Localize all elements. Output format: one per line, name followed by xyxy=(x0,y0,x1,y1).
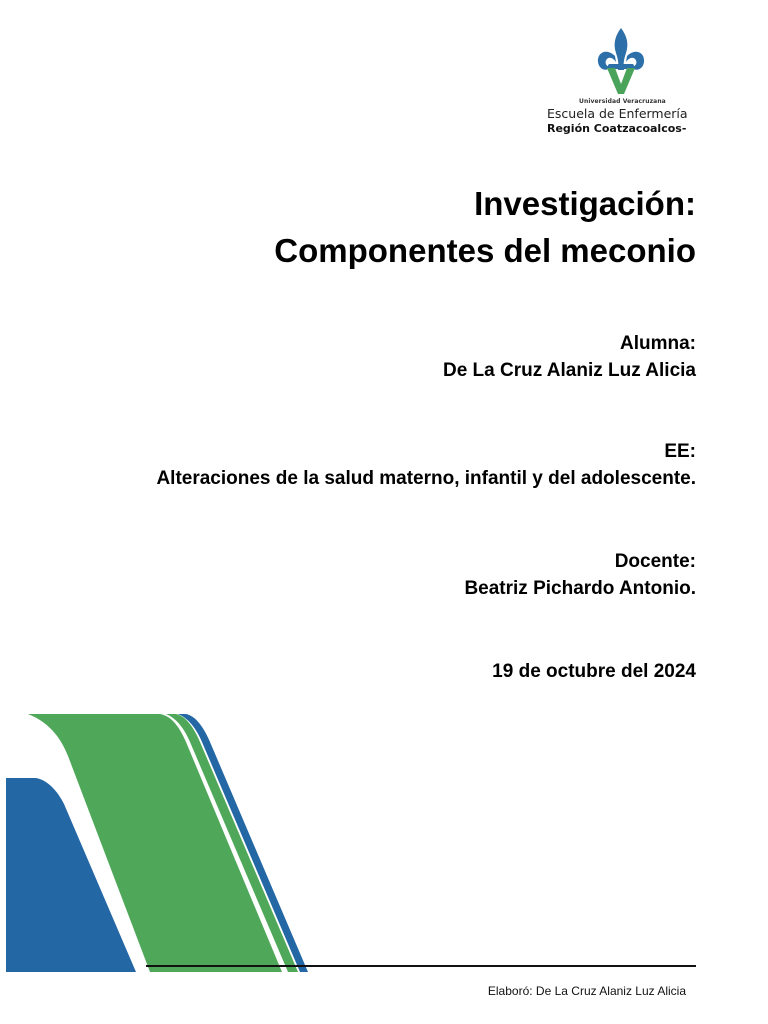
document-date: 19 de octubre del 2024 xyxy=(492,661,696,682)
student-name: De La Cruz Alaniz Luz Alicia xyxy=(442,360,696,381)
footer-rule xyxy=(146,965,696,967)
flor-de-lis-v-emblem-icon xyxy=(595,26,647,96)
student-label: Alumna: xyxy=(620,333,696,354)
title-line-1: Investigación: xyxy=(474,185,696,222)
teacher-name: Beatriz Pichardo Antonio. xyxy=(464,578,696,599)
document-title xyxy=(274,180,696,274)
decorative-swooshes xyxy=(0,700,320,975)
title-line-2: Componentes del meconio xyxy=(274,232,696,269)
student-section xyxy=(443,330,696,384)
date-section xyxy=(492,658,696,685)
region-name: Región Coatzacoalcos- xyxy=(547,122,687,135)
university-logo xyxy=(546,26,696,138)
ee-label: EE: xyxy=(664,441,696,462)
teacher-label: Docente: xyxy=(614,551,696,572)
ee-section xyxy=(156,438,696,492)
ee-course: Alteraciones de la salud materno, infantil y del adolescente. xyxy=(156,468,696,489)
teacher-section xyxy=(464,548,696,602)
footer-author: Elaboró: De La Cruz Alaniz Luz Alicia xyxy=(487,984,686,998)
university-name: Universidad Veracruzana xyxy=(579,98,666,105)
school-name: Escuela de Enfermería xyxy=(547,106,688,121)
